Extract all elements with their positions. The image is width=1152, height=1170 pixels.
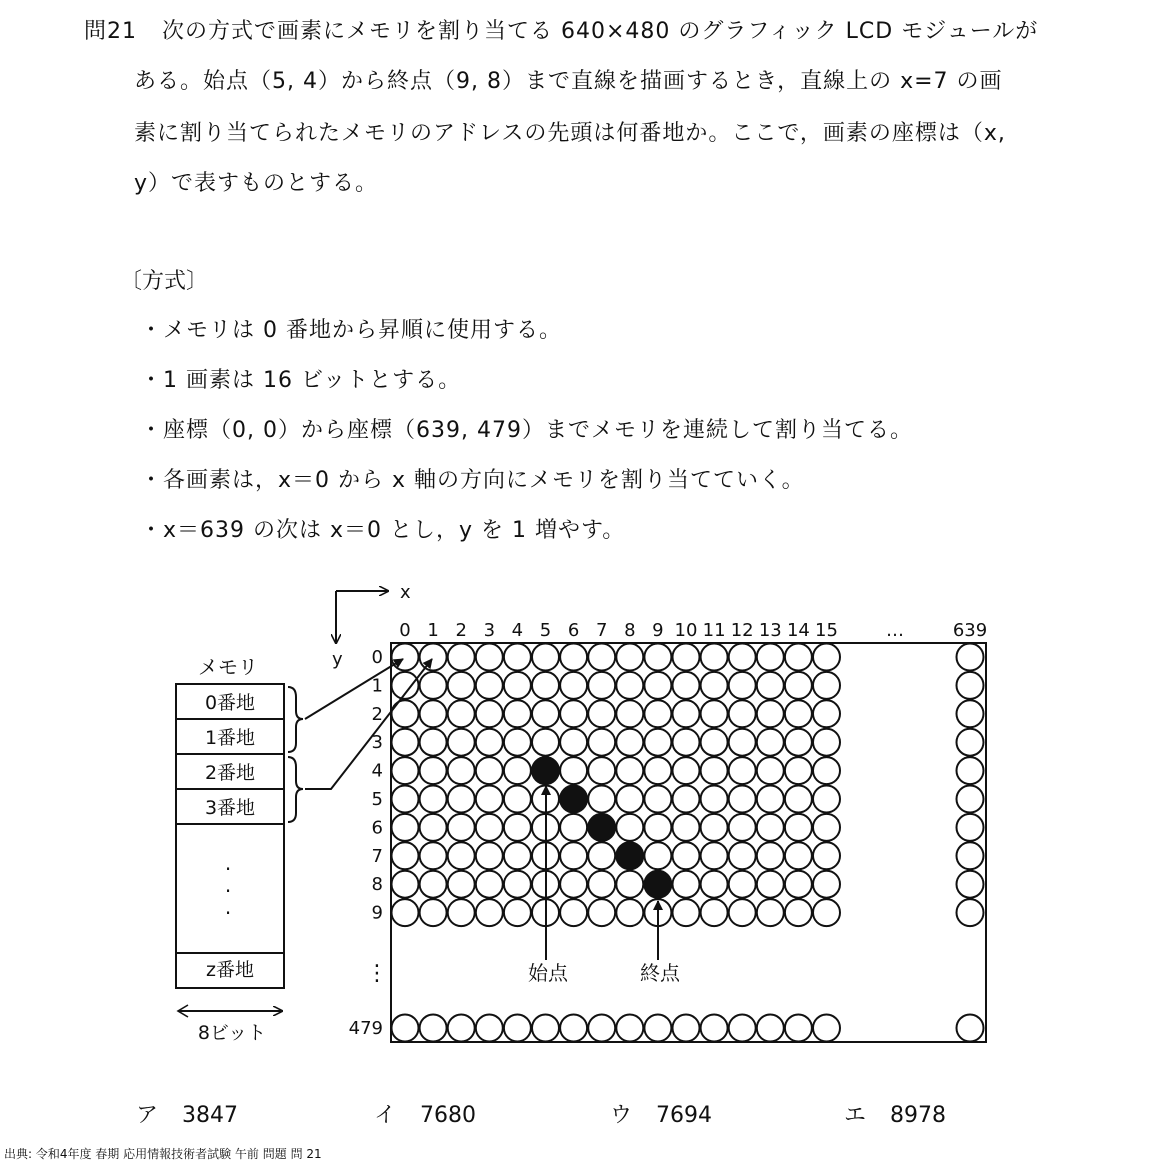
x-tick-8: 8: [624, 620, 636, 641]
question-line-4: y）で表すものとする。: [134, 171, 379, 196]
pixel: [560, 1015, 587, 1042]
pixel: [616, 729, 643, 756]
pixel: [957, 814, 984, 841]
pixel: [729, 644, 756, 671]
pixel: [588, 871, 615, 898]
pixel: [644, 1015, 671, 1042]
pixel: [957, 786, 984, 813]
pixel: [448, 899, 475, 926]
pixel: [757, 700, 784, 727]
pixel: [616, 814, 643, 841]
pixel: [644, 842, 671, 869]
pixel: [476, 871, 503, 898]
pixel: [588, 899, 615, 926]
x-tick-11: 11: [702, 620, 726, 641]
pixel: [420, 672, 447, 699]
pixel: [785, 814, 812, 841]
source-caption: 出典: 令和4年度 春期 応用情報技術者試験 午前 問題 問 21: [4, 1147, 322, 1161]
pixel: [813, 814, 840, 841]
pixel: [757, 814, 784, 841]
pixel: [448, 757, 475, 784]
pixel: [701, 842, 728, 869]
pixel-filled: [588, 814, 615, 841]
pixel: [813, 1015, 840, 1042]
pixel: [644, 786, 671, 813]
memory-label: メモリ: [198, 655, 258, 679]
pixel: [420, 899, 447, 926]
pixel: [448, 1015, 475, 1042]
pixel: [673, 644, 700, 671]
axis-x-label: x: [400, 582, 411, 603]
pixel: [673, 842, 700, 869]
pixel: [448, 871, 475, 898]
pixel: [957, 757, 984, 784]
pixel: [785, 700, 812, 727]
pixel: [448, 729, 475, 756]
pixel: [560, 842, 587, 869]
pixel: [420, 729, 447, 756]
pixel: [957, 871, 984, 898]
pixel: [392, 786, 419, 813]
pixel: [785, 644, 812, 671]
pixel: [673, 757, 700, 784]
pixel: [785, 786, 812, 813]
pixel: [785, 729, 812, 756]
brace-0-1: [288, 687, 303, 752]
pixel: [588, 672, 615, 699]
pixel: [420, 1015, 447, 1042]
pixel: [392, 899, 419, 926]
pixel: [420, 814, 447, 841]
pixel: [701, 1015, 728, 1042]
pixel: [757, 842, 784, 869]
pixel: [420, 786, 447, 813]
choice-i-key: イ: [374, 1103, 397, 1128]
pixel-filled: [644, 871, 671, 898]
pixel: [448, 786, 475, 813]
question-number: 問21: [84, 19, 137, 44]
y-tick-6: 6: [371, 817, 383, 839]
pixel: [588, 729, 615, 756]
question-line-3: 素に割り当てられたメモリのアドレスの先頭は何番地か。ここで，画素の座標は（x,: [134, 121, 1006, 146]
pixel: [392, 1015, 419, 1042]
pixel: [757, 1015, 784, 1042]
pixel: [673, 786, 700, 813]
pixel: [785, 1015, 812, 1042]
pixel: [532, 644, 559, 671]
y-tick-0: 0: [371, 647, 383, 668]
method-rule-3: ・座標（0, 0）から座標（639, 479）までメモリを連続して割り当てる。: [140, 418, 913, 443]
pixel: [616, 700, 643, 727]
pixel: [560, 899, 587, 926]
start-label: 始点: [528, 961, 568, 985]
pixel: [813, 644, 840, 671]
pixel: [729, 700, 756, 727]
x-tick-1: 1: [427, 620, 439, 641]
pixel: [757, 644, 784, 671]
choice-i[interactable]: [374, 1098, 476, 1129]
pixel: [616, 899, 643, 926]
pixel: [701, 757, 728, 784]
pixel: [504, 757, 531, 784]
question-line-2: ある。始点（5, 4）から終点（9, 8）まで直線を描画するとき，直線上の x=7 の画: [134, 69, 1003, 94]
pixel: [729, 786, 756, 813]
memory-cell-2: 2番地: [204, 762, 256, 784]
choice-e-value: 8978: [890, 1103, 947, 1128]
pixel: [532, 672, 559, 699]
method-rule-2: ・1 画素は 16 ビットとする。: [140, 368, 462, 393]
pixel: [957, 899, 984, 926]
pixel: [813, 786, 840, 813]
pixel: [420, 871, 447, 898]
pixel: [476, 786, 503, 813]
y-tick-3: 3: [371, 732, 383, 754]
pixel: [701, 672, 728, 699]
pixel: [448, 672, 475, 699]
x-tick-14: 14: [786, 620, 810, 641]
pixel: [588, 700, 615, 727]
pixel: [560, 729, 587, 756]
pixel: [532, 1015, 559, 1042]
pixel: [448, 842, 475, 869]
pixel: [729, 814, 756, 841]
pixel: [476, 644, 503, 671]
end-label: 終点: [640, 961, 680, 985]
x-ellipsis: …: [886, 620, 904, 641]
pixel: [729, 1015, 756, 1042]
pixel: [813, 871, 840, 898]
memory-cell-3: 3番地: [204, 797, 256, 819]
x-tick-4: 4: [511, 620, 524, 641]
pixel: [504, 700, 531, 727]
pixel: [701, 729, 728, 756]
x-tick-7: 7: [595, 620, 608, 641]
pixel: [785, 842, 812, 869]
memory-cell-0: 0番地: [204, 692, 256, 714]
method-rule-4: ・各画素は，x＝0 から x 軸の方向にメモリを割り当てていく。: [140, 468, 805, 493]
pixel: [813, 672, 840, 699]
pixel: [701, 899, 728, 926]
pixel-filled: [616, 842, 643, 869]
pixel: [757, 899, 784, 926]
x-tick-2: 2: [455, 620, 467, 641]
pixel: [476, 899, 503, 926]
pixel: [957, 700, 984, 727]
pixel: [476, 814, 503, 841]
y-tick-8: 8: [371, 874, 383, 896]
pixel: [560, 672, 587, 699]
pixel: [785, 899, 812, 926]
axis-y-label: y: [332, 649, 343, 670]
pixel: [785, 757, 812, 784]
pixel: [588, 1015, 615, 1042]
pixel-filled: [532, 757, 559, 784]
pixel: [532, 729, 559, 756]
bit-width-label: 8ビット: [197, 1022, 267, 1044]
memory-cell-last: z番地: [206, 959, 254, 981]
pixel: [729, 757, 756, 784]
pixel: [476, 729, 503, 756]
pixel: [476, 1015, 503, 1042]
x-tick-12: 12: [730, 620, 754, 641]
pixel: [644, 814, 671, 841]
pixel: [448, 814, 475, 841]
x-tick-3: 3: [483, 620, 496, 641]
pixel: [616, 757, 643, 784]
pixel: [616, 644, 643, 671]
choice-e[interactable]: [844, 1098, 946, 1129]
memory-cell-1: 1番地: [204, 727, 256, 749]
x-tick-labels: [399, 620, 838, 641]
pixel: [701, 786, 728, 813]
pixel: [420, 842, 447, 869]
pixel: [701, 644, 728, 671]
question-line-1: 次の方式で画素にメモリを割り当てる 640×480 のグラフィック LCD モジュールが: [162, 19, 1039, 44]
choice-a-key: ア: [136, 1103, 159, 1128]
pixel: [644, 700, 671, 727]
x-last-tick: 639: [952, 620, 988, 641]
pixel: [560, 814, 587, 841]
pixel: [785, 672, 812, 699]
pixel: [560, 871, 587, 898]
pixel: [392, 814, 419, 841]
pixel: [504, 871, 531, 898]
x-tick-13: 13: [758, 620, 782, 641]
pixel: [588, 842, 615, 869]
pixel: [616, 786, 643, 813]
pixel: [504, 644, 531, 671]
pixel: [644, 729, 671, 756]
y-tick-4: 4: [371, 760, 383, 782]
pixel: [701, 871, 728, 898]
pixel-filled: [560, 786, 587, 813]
choice-u-value: 7694: [656, 1103, 713, 1128]
pixel: [644, 757, 671, 784]
map-arrow-pixel-0: [305, 659, 403, 719]
pixel: [957, 1015, 984, 1042]
pixel: [673, 871, 700, 898]
pixel: [757, 672, 784, 699]
pixel: [813, 899, 840, 926]
y-tick-7: 7: [371, 845, 383, 867]
pixel: [729, 729, 756, 756]
method-rule-1: ・メモリは 0 番地から昇順に使用する。: [140, 318, 562, 343]
x-tick-15: 15: [815, 620, 838, 641]
pixel: [673, 1015, 700, 1042]
pixel: [644, 672, 671, 699]
pixel: [673, 700, 700, 727]
y-tick-1: 1: [371, 675, 383, 697]
pixel: [392, 644, 419, 671]
question-header: [84, 14, 1038, 45]
pixel: [729, 899, 756, 926]
pixel: [616, 871, 643, 898]
x-tick-0: 0: [399, 620, 411, 641]
pixel: [532, 700, 559, 727]
y-tick-2: 2: [371, 703, 383, 725]
pixel: [701, 700, 728, 727]
choice-u-key: ウ: [610, 1103, 633, 1128]
brace-2-3: [288, 757, 303, 822]
pixel: [392, 729, 419, 756]
y-tick-9: 9: [371, 902, 383, 924]
x-tick-9: 9: [652, 620, 664, 641]
pixel: [476, 700, 503, 727]
choice-e-key: エ: [844, 1103, 867, 1128]
pixel: [448, 700, 475, 727]
y-last-tick: 479: [348, 1018, 383, 1039]
pixel: [504, 672, 531, 699]
pixel: [785, 871, 812, 898]
pixel: [504, 814, 531, 841]
pixel: [420, 644, 447, 671]
choice-a-value: 3847: [182, 1103, 239, 1128]
pixel: [813, 757, 840, 784]
pixel: [957, 842, 984, 869]
pixel: [729, 842, 756, 869]
pixel: [729, 871, 756, 898]
pixel: [673, 729, 700, 756]
pixel: [504, 1015, 531, 1042]
choice-i-value: 7680: [420, 1103, 477, 1128]
y-tick-labels: [372, 647, 383, 924]
pixel: [476, 842, 503, 869]
y-ellipsis: ⋮: [366, 961, 388, 986]
pixel: [673, 672, 700, 699]
pixel: [392, 871, 419, 898]
pixel: [813, 729, 840, 756]
pixel: [560, 757, 587, 784]
pixel: [757, 729, 784, 756]
pixel: [616, 1015, 643, 1042]
pixel: [957, 644, 984, 671]
pixel: [757, 786, 784, 813]
pixel: [813, 700, 840, 727]
pixel: [616, 672, 643, 699]
pixel: [957, 672, 984, 699]
memory-dots: . . .: [224, 851, 232, 919]
choice-a[interactable]: [136, 1098, 238, 1129]
pixel: [560, 700, 587, 727]
pixel: [504, 786, 531, 813]
x-tick-6: 6: [567, 620, 580, 641]
choice-u[interactable]: [610, 1098, 712, 1129]
pixel: [588, 757, 615, 784]
pixel: [673, 814, 700, 841]
pixel: [504, 842, 531, 869]
pixel: [701, 814, 728, 841]
pixel: [504, 729, 531, 756]
pixel: [813, 842, 840, 869]
pixel: [448, 644, 475, 671]
pixel: [757, 757, 784, 784]
pixel: [588, 644, 615, 671]
pixel: [757, 871, 784, 898]
pixel: [504, 899, 531, 926]
pixel: [476, 757, 503, 784]
method-rule-5: ・x＝639 の次は x＝0 とし，y を 1 増やす。: [140, 518, 626, 543]
pixel: [420, 700, 447, 727]
x-tick-10: 10: [674, 620, 698, 641]
pixel-grid: [392, 644, 984, 1042]
pixel: [644, 644, 671, 671]
y-tick-5: 5: [371, 789, 383, 810]
x-tick-5: 5: [539, 620, 552, 641]
pixel: [420, 757, 447, 784]
method-title: 〔方式〕: [120, 269, 209, 294]
pixel: [476, 672, 503, 699]
pixel: [392, 842, 419, 869]
pixel: [673, 899, 700, 926]
pixel: [392, 757, 419, 784]
pixel: [957, 729, 984, 756]
pixel: [729, 672, 756, 699]
pixel: [560, 644, 587, 671]
pixel: [588, 786, 615, 813]
memory-map-figure: [0, 570, 1152, 1070]
